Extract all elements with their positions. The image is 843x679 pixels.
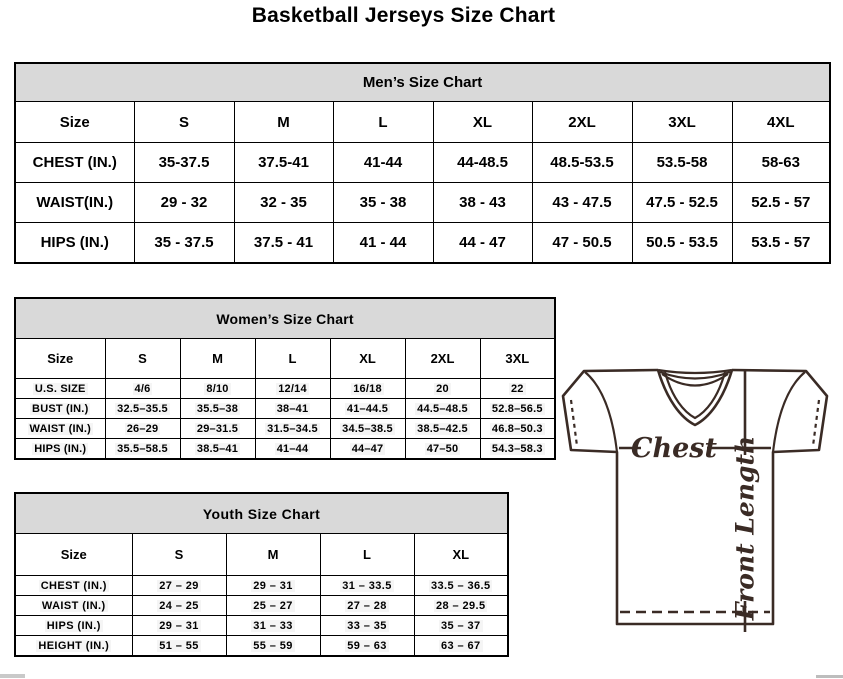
women-value-cell	[480, 419, 555, 439]
youth-value-cell	[414, 636, 508, 657]
men-cell-value: 47 - 50.5	[552, 234, 612, 251]
horizontal-scrollbar-fragment-right[interactable]	[816, 675, 843, 678]
men-value-cell	[134, 183, 234, 223]
men-row-label: HIPS (IN.)	[40, 234, 109, 251]
women-value-cell	[480, 379, 555, 399]
men-row-label-cell	[15, 183, 134, 223]
women-cell-value: 4/6	[134, 382, 151, 395]
women-value-cell	[180, 419, 255, 439]
youth-cell-value: 63 – 67	[440, 639, 481, 652]
women-value-cell	[330, 399, 405, 419]
youth-header-s: S	[132, 534, 226, 576]
youth-table-row	[15, 596, 508, 616]
women-header-l: L	[255, 339, 330, 379]
youth-cell-value: 31 – 33	[253, 619, 293, 632]
youth-size-table	[14, 492, 509, 657]
women-table-row	[15, 379, 555, 399]
men-value-cell	[532, 223, 632, 264]
youth-row-label-cell	[15, 616, 132, 636]
men-cell-value: 37.5-41	[258, 154, 309, 171]
youth-cell-value: 51 – 55	[159, 639, 199, 652]
youth-header-size-label: Size	[15, 534, 132, 576]
jersey-measurement-diagram	[555, 358, 840, 678]
men-cell-value: 50.5 - 53.5	[646, 234, 718, 251]
women-cell-value: 12/14	[278, 382, 307, 395]
men-row-label: CHEST (IN.)	[32, 154, 117, 171]
men-chart-title: Men’s Size Chart	[15, 63, 830, 102]
horizontal-scrollbar-fragment-left[interactable]	[0, 674, 25, 678]
men-header-l: L	[333, 102, 433, 143]
men-cell-value: 35 - 38	[359, 194, 407, 211]
youth-cell-value: 29 – 31	[159, 619, 199, 632]
women-header-3xl: 3XL	[480, 339, 555, 379]
men-cell-value: 37.5 - 41	[253, 234, 314, 251]
women-value-cell	[330, 419, 405, 439]
men-cell-value: 35-37.5	[158, 154, 210, 171]
women-cell-value: 32.5–35.5	[117, 402, 168, 415]
chest-label: Chest	[631, 433, 717, 464]
women-table-row	[15, 439, 555, 460]
women-cell-value: 44.5–48.5	[417, 402, 468, 415]
youth-value-cell	[132, 616, 226, 636]
men-cell-value: 53.5-58	[656, 154, 708, 171]
women-cell-value: 34.5–38.5	[342, 422, 393, 435]
men-header-xl: XL	[433, 102, 532, 143]
youth-row-label-cell	[15, 596, 132, 616]
armhole-seam-right	[773, 372, 805, 452]
women-cell-value: 35.5–58.5	[117, 442, 168, 455]
men-value-cell	[234, 143, 333, 183]
women-cell-value: 47–50	[426, 442, 459, 455]
women-cell-value: 46.8–50.3	[491, 422, 543, 435]
men-cell-value: 41 - 44	[359, 234, 407, 251]
youth-table-row	[15, 616, 508, 636]
men-header-size-label: Size	[15, 102, 134, 143]
youth-value-cell	[320, 576, 414, 596]
men-value-cell	[333, 143, 433, 183]
youth-row-label: HIPS (IN.)	[46, 619, 101, 632]
women-value-cell	[480, 439, 555, 460]
women-header-s: S	[105, 339, 180, 379]
youth-cell-value: 33 – 35	[347, 619, 387, 632]
men-row-label-cell	[15, 223, 134, 264]
men-header-s: S	[134, 102, 234, 143]
women-size-table	[14, 297, 556, 460]
youth-cell-value: 25 – 27	[253, 599, 293, 612]
women-value-cell	[180, 439, 255, 460]
women-value-cell	[255, 379, 330, 399]
men-value-cell	[532, 143, 632, 183]
youth-value-cell	[414, 616, 508, 636]
women-value-cell	[105, 379, 180, 399]
men-value-cell	[732, 223, 830, 264]
women-value-cell	[255, 399, 330, 419]
youth-value-cell	[320, 616, 414, 636]
youth-value-cell	[414, 576, 508, 596]
youth-cell-value: 55 – 59	[253, 639, 293, 652]
youth-value-cell	[132, 596, 226, 616]
women-header-xl: XL	[330, 339, 405, 379]
men-value-cell	[632, 183, 732, 223]
armhole-seam-left	[585, 372, 617, 452]
women-cell-value: 22	[510, 382, 524, 395]
women-cell-value: 29–31.5	[196, 422, 239, 435]
men-cell-value: 53.5 - 57	[751, 234, 811, 251]
men-value-cell	[234, 183, 333, 223]
men-cell-value: 44 - 47	[459, 234, 506, 251]
men-value-cell	[134, 223, 234, 264]
youth-table-row	[15, 636, 508, 657]
men-cell-value: 58-63	[761, 154, 800, 171]
mens-size-chart-table	[14, 62, 829, 264]
women-header-2xl: 2XL	[405, 339, 480, 379]
women-cell-value: 8/10	[206, 382, 229, 395]
women-value-cell	[405, 439, 480, 460]
women-value-cell	[405, 379, 480, 399]
youth-size-chart-table	[14, 492, 507, 657]
youth-cell-value: 35 – 37	[440, 619, 481, 632]
youth-header-m: M	[226, 534, 320, 576]
men-value-cell	[732, 143, 830, 183]
women-value-cell	[255, 419, 330, 439]
youth-value-cell	[320, 636, 414, 657]
men-header-2xl: 2XL	[532, 102, 632, 143]
youth-cell-value: 29 – 31	[253, 579, 293, 592]
men-cell-value: 41-44	[363, 154, 403, 171]
youth-value-cell	[226, 596, 320, 616]
women-cell-value: 16/18	[353, 382, 382, 395]
youth-cell-value: 33.5 – 36.5	[431, 579, 491, 592]
youth-value-cell	[132, 636, 226, 657]
men-cell-value: 35 - 37.5	[154, 234, 214, 251]
men-table-row	[15, 223, 830, 264]
women-cell-value: 31.5–34.5	[267, 422, 318, 435]
youth-header-l: L	[320, 534, 414, 576]
women-cell-value: 38.5–41	[196, 442, 239, 455]
womens-size-chart-table	[14, 297, 554, 460]
page-title: Basketball Jerseys Size Chart	[251, 4, 556, 27]
men-cell-value: 29 - 32	[160, 194, 208, 211]
men-value-cell	[632, 143, 732, 183]
men-header-4xl: 4XL	[732, 102, 830, 143]
youth-value-cell	[414, 596, 508, 616]
men-table-row	[15, 183, 830, 223]
men-value-cell	[532, 183, 632, 223]
youth-row-label-cell	[15, 576, 132, 596]
sleeve-stitch-left	[571, 400, 577, 446]
women-row-label: WAIST (IN.)	[29, 422, 91, 435]
men-value-cell	[333, 223, 433, 264]
women-value-cell	[405, 399, 480, 419]
jersey-outline	[563, 370, 827, 624]
men-value-cell	[433, 223, 532, 264]
women-table-row	[15, 399, 555, 419]
women-cell-value: 44–47	[351, 442, 384, 455]
men-cell-value: 38 - 43	[459, 194, 506, 211]
women-cell-value: 20	[436, 382, 449, 395]
women-cell-value: 54.3–58.3	[491, 442, 543, 455]
men-value-cell	[632, 223, 732, 264]
men-cell-value: 44-48.5	[457, 154, 508, 171]
men-table-row	[15, 143, 830, 183]
youth-chart-title: Youth Size Chart	[15, 493, 508, 534]
youth-value-cell	[320, 596, 414, 616]
women-cell-value: 26–29	[126, 422, 159, 435]
youth-cell-value: 27 – 29	[159, 579, 199, 592]
youth-row-label: HEIGHT (IN.)	[38, 639, 110, 652]
women-row-label-cell	[15, 379, 105, 399]
women-value-cell	[105, 439, 180, 460]
youth-table-row	[15, 576, 508, 596]
women-header-size-label: Size	[15, 339, 105, 379]
men-value-cell	[333, 183, 433, 223]
women-row-label: BUST (IN.)	[32, 402, 89, 415]
women-value-cell	[105, 399, 180, 419]
youth-value-cell	[226, 636, 320, 657]
women-cell-value: 41–44	[276, 442, 309, 455]
men-header-3xl: 3XL	[632, 102, 732, 143]
men-size-table	[14, 62, 831, 264]
women-cell-value: 41–44.5	[346, 402, 389, 415]
women-cell-value: 38–41	[276, 402, 309, 415]
front-length-label: Front Length	[730, 435, 760, 621]
men-cell-value: 52.5 - 57	[751, 194, 811, 211]
men-cell-value: 47.5 - 52.5	[646, 194, 718, 211]
men-cell-value: 32 - 35	[260, 194, 307, 211]
men-value-cell	[134, 143, 234, 183]
women-value-cell	[180, 379, 255, 399]
women-value-cell	[330, 379, 405, 399]
women-row-label-cell	[15, 399, 105, 419]
youth-row-label: WAIST (IN.)	[41, 599, 106, 612]
men-value-cell	[234, 223, 333, 264]
women-row-label: HIPS (IN.)	[34, 442, 87, 455]
youth-cell-value: 31 – 33.5	[342, 579, 392, 592]
collar-back-line	[658, 370, 732, 373]
women-cell-value: 35.5–38	[196, 402, 239, 415]
women-row-label-cell	[15, 419, 105, 439]
men-cell-value: 48.5-53.5	[550, 154, 614, 171]
youth-cell-value: 59 – 63	[347, 639, 387, 652]
men-value-cell	[433, 143, 532, 183]
men-value-cell	[433, 183, 532, 223]
women-value-cell	[105, 419, 180, 439]
women-chart-title: Women’s Size Chart	[15, 298, 555, 339]
youth-value-cell	[132, 576, 226, 596]
youth-row-label: CHEST (IN.)	[40, 579, 107, 592]
youth-header-xl: XL	[414, 534, 508, 576]
women-cell-value: 52.8–56.5	[491, 402, 543, 415]
youth-row-label-cell	[15, 636, 132, 657]
women-value-cell	[330, 439, 405, 460]
youth-value-cell	[226, 616, 320, 636]
women-row-label: U.S. SIZE	[34, 382, 86, 395]
men-cell-value: 43 - 47.5	[552, 194, 612, 211]
women-header-m: M	[180, 339, 255, 379]
women-value-cell	[405, 419, 480, 439]
men-row-label-cell	[15, 143, 134, 183]
men-header-m: M	[234, 102, 333, 143]
women-value-cell	[255, 439, 330, 460]
youth-cell-value: 27 – 28	[347, 599, 387, 612]
women-table-row	[15, 419, 555, 439]
women-cell-value: 38.5–42.5	[417, 422, 468, 435]
sleeve-stitch-right	[813, 400, 819, 446]
women-row-label-cell	[15, 439, 105, 460]
women-value-cell	[180, 399, 255, 419]
men-value-cell	[732, 183, 830, 223]
youth-value-cell	[226, 576, 320, 596]
men-row-label: WAIST(IN.)	[36, 194, 114, 211]
women-value-cell	[480, 399, 555, 419]
youth-cell-value: 24 – 25	[159, 599, 199, 612]
youth-cell-value: 28 – 29.5	[436, 599, 486, 612]
